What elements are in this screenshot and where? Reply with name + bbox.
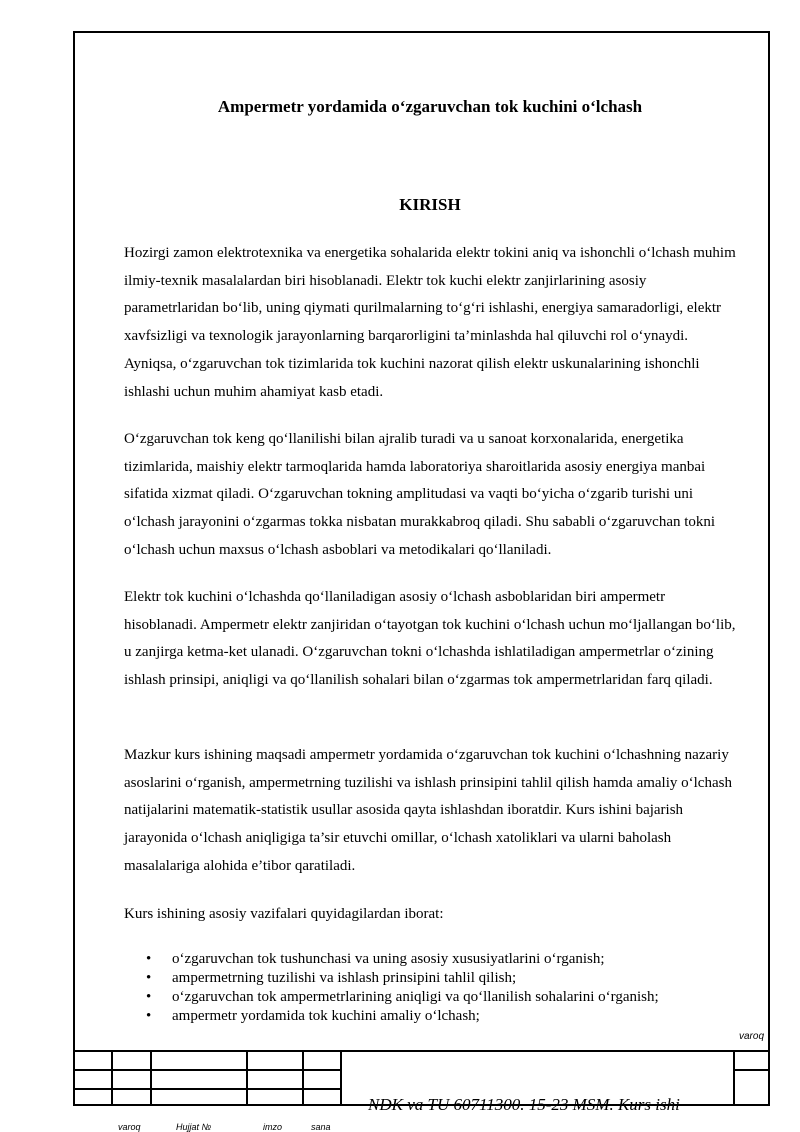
stamp-line <box>111 1050 113 1106</box>
bullet-icon: • <box>146 989 152 1005</box>
sheet-label: varoq <box>738 1031 764 1042</box>
stamp-line <box>733 1069 770 1071</box>
footer-label-date: sana <box>311 1122 331 1132</box>
list-item <box>124 988 736 1007</box>
stamp-line <box>246 1050 248 1106</box>
bullet-icon: • <box>146 1008 152 1024</box>
stamp-line <box>73 1050 770 1052</box>
footer-label-doc-number: Hujjat № <box>176 1122 212 1132</box>
section-heading: KIRISH <box>399 195 461 214</box>
bullet-icon: • <box>146 970 152 986</box>
stamp-line <box>340 1050 342 1106</box>
bullet-icon: • <box>146 951 152 967</box>
list-item-text: o‘zgaruvchan tok ampermetrlarining aniqligi va qo‘llanilish sohalarini o‘rganish; <box>172 989 659 1005</box>
footer-label-sheet: varoq <box>118 1122 141 1132</box>
list-item <box>124 969 736 988</box>
paragraph: Mazkur kurs ishining maqsadi ampermetr yordamida o‘zgaruvchan tok kuchini o‘lchashning nazariy asoslarini o‘rganish, ampermetrning tuzilishi va ishlash prinsipini tahlil qilish hamda amaliy o‘lchash natijalarini matematik-statistik usullar asosida qayta ishlashdan iboratdir. Kurs ishini bajarish jarayonida o‘lchash aniqligiga ta’sir etuvchi omillar, o‘lchash xatoliklari va ularni baholash masalalariga alohida e’tibor qaratiladi. <box>124 747 732 874</box>
paragraph: O‘zgaruvchan tok keng qo‘llanilishi bilan ajralib turadi va u sanoat korxonalarida, energetika tizimlarida, maishiy elektr tarmoqlarida hamda laboratoriya sharoitlarida asosiy energiya manbai sifatida xizmat qiladi. O‘zgaruvchan tokning amplitudasi va vaqti bo‘yicha o‘zgarib turishi uni o‘lchash jarayonini o‘zgarmas tokka nisbatan murakkabroq qiladi. Shu sababli o‘zgaruvchan tokni o‘lchash uchun maxsus o‘lchash asboblari va metodikalari qo‘llaniladi. <box>124 431 716 558</box>
document-code: NDK va TU 60711300. 15-23 MSM. Kurs ishi <box>368 1095 680 1114</box>
page-frame <box>73 31 770 1106</box>
paragraph: Hozirgi zamon elektrotexnika va energetika sohalarida elektr tokini aniq va ishonchli o‘lchash muhim ilmiy-texnik masalalardan biri hisoblanadi. Elektr tok kuchi elektr zanjirlarining asosiy parametrlaridan bo‘lib, uning qiymati qurilmalarning to‘g‘ri ishlashi, energiya samaradorligi, elektr xavfsizligi va texnologik jarayonlarning barqarorligini ta’minlashda hal qiluvchi rol o‘ynaydi. Ayniqsa, o‘zgaruvchan tok tizimlarida tok kuchini nazorat qilish elektr uskunalarining ishonchli ishlashi uchun muhim ahamiyat kasb etadi. <box>124 245 736 400</box>
list-item-text: ampermetrning tuzilishi va ishlash prinsipini tahlil qilish; <box>172 970 517 986</box>
list-item <box>124 950 736 969</box>
tasks-intro: Kurs ishining asosiy vazifalari quyidagilardan iborat: <box>124 906 444 922</box>
stamp-line <box>150 1050 152 1106</box>
stamp-line <box>302 1050 304 1106</box>
footer-label-signature: imzo <box>263 1122 283 1132</box>
list-item-text: o‘zgaruvchan tok tushunchasi va uning asosiy xususiyatlarini o‘rganish; <box>172 951 605 967</box>
list-item-text: ampermetr yordamida tok kuchini amaliy o‘lchash; <box>172 1008 480 1024</box>
list-item <box>124 1007 736 1026</box>
paragraph: Elektr tok kuchini o‘lchashda qo‘llaniladigan asosiy o‘lchash asboblaridan biri ampermetr hisoblanadi. Ampermetr elektr zanjiridan o‘tayotgan tok kuchini o‘lchash uchun mo‘ljallangan bo‘lib, u zanjirga ketma-ket ulanadi. O‘zgaruvchan tokni o‘lchashda ishlatiladigan ampermetrlar o‘zining ishlash prinsipi, aniqligi va qo‘llanilish sohalari bilan o‘zgarmas tok ampermetrlaridan farq qiladi. <box>124 589 736 689</box>
tasks-list <box>124 950 736 1026</box>
stamp-line <box>733 1050 735 1106</box>
document-title: Ampermetr yordamida o‘zgaruvchan tok kuchini o‘lchash <box>217 97 643 116</box>
